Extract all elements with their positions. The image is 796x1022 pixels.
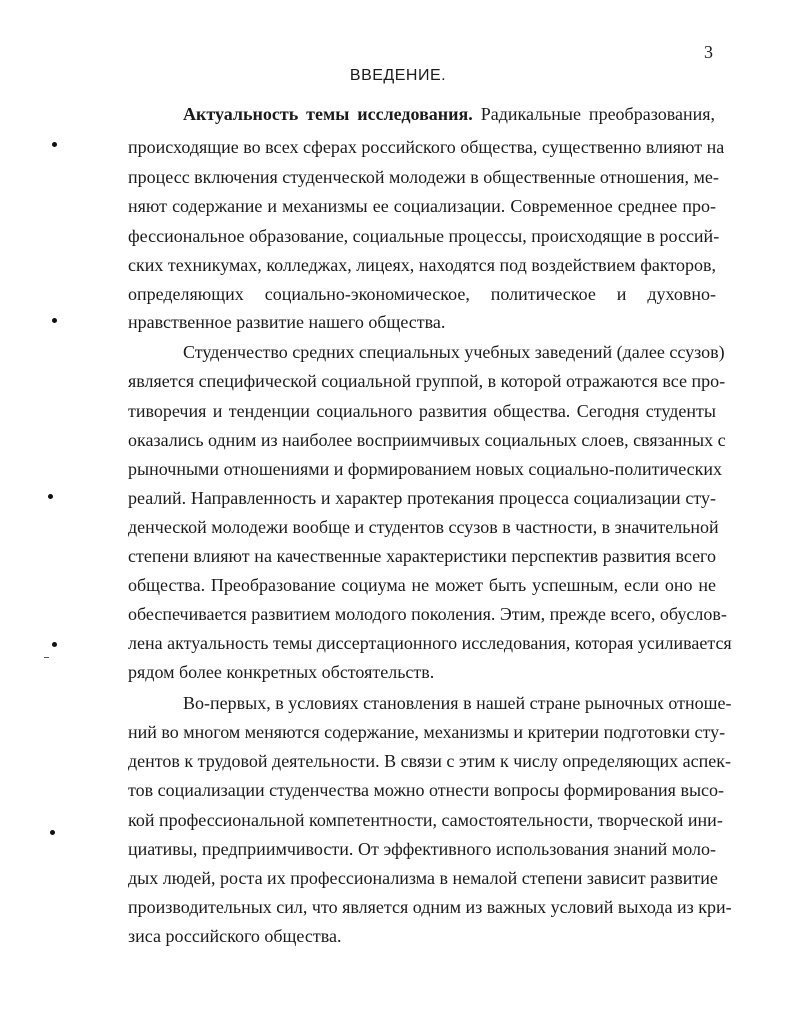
paragraph-1-line-4: няют содержание и механизмы ее социализации. Современное среднее про-: [128, 196, 716, 216]
paragraph-3-line-8: производительных сил, что является одним из важных условий выхода из кри-: [128, 897, 732, 917]
paragraph-2-line-8: степени влияют на качественные характеристики перспектив развития всего: [128, 546, 716, 566]
binding-hole-mark: [52, 642, 57, 647]
paragraph-2-line-12: рядом более конкретных обстоятельств.: [128, 662, 435, 682]
paragraph-3-line-3: дентов к трудовой деятельности. В связи с этим к числу определяющих аспек-: [128, 751, 731, 771]
paragraph-3-line-7: дых людей, роста их профессионализма в немалой степени зависит развитие: [128, 868, 718, 888]
paragraph-3-line-5: кой профессиональной компетентности, самостоятельности, творческой ини-: [128, 810, 723, 830]
paragraph-1-line-5: фессиональное образование, социальные процессы, происходящие в россий-: [128, 226, 720, 246]
paragraph-2-line-11: лена актуальность темы диссертационного исследования, которая усиливается: [128, 633, 732, 653]
paragraph-3-line-1: Во-первых, в условиях становления в нашей стране рыночных отноше-: [183, 693, 732, 713]
paragraph-3-line-2: ний во многом меняются содержание, механизмы и критерии подготовки сту-: [128, 722, 726, 742]
paragraph-1-line-7: определяющих социально-экономическое, политическое и духовно-: [128, 284, 716, 304]
paragraph-2-line-2: является специфической социальной группой, в которой отражаются все про-: [128, 371, 726, 391]
paragraph-3-line-6: циативы, предприимчивости. От эффективного использования знаний моло-: [128, 839, 716, 859]
paragraph-2-line-9: общества. Преобразование социума не может быть успешным, если оно не: [128, 575, 716, 595]
paragraph-2-line-1: Студенчество средних специальных учебных заведений (далее ссузов): [183, 342, 725, 362]
line-text: Радикальные преобразования,: [472, 104, 716, 124]
binding-hole-mark: [48, 494, 53, 499]
paragraph-1-line-2: происходящие во всех сферах российского общества, существенно влияют на: [128, 137, 725, 157]
paragraph-2-line-7: денческой молодежи вообще и студентов ссузов в частности, в значительной: [128, 517, 719, 537]
paragraph-2-line-5: рыночными отношениями и формированием новых социально-политических: [128, 459, 722, 479]
binding-hole-mark: [52, 142, 57, 147]
scan-mark: [44, 657, 49, 658]
page-number: 3: [704, 42, 713, 62]
paragraph-1-line-6: ских техникумах, колледжах, лицеях, находятся под воздействием факторов,: [128, 255, 716, 275]
paragraph-3-line-4: тов социализации студенчества можно отнести вопросы формирования высо-: [128, 780, 725, 800]
binding-hole-mark: [52, 318, 57, 323]
section-heading: ВВЕДЕНИЕ.: [349, 67, 447, 84]
paragraph-2-line-6: реалий. Направленность и характер протекания процесса социализации сту-: [128, 488, 716, 508]
paragraph-2-line-4: оказались одним из наиболее восприимчивых социальных слоев, связанных с: [128, 430, 726, 450]
paragraph-2-line-3: тиворечия и тенденции социального развития общества. Сегодня студенты: [128, 401, 716, 421]
paragraph-1-line-3: процесс включения студенческой молодежи в общественные отношения, ме-: [128, 167, 719, 187]
paragraph-1-line-8: нравственное развитие нашего общества.: [128, 312, 446, 332]
paragraph-1-line-1: [183, 103, 715, 125]
topic-relevance-lead: Актуальность темы исследования.: [183, 104, 473, 124]
binding-hole-mark: [50, 830, 55, 835]
paragraph-2-line-10: обеспечивается развитием молодого поколения. Этим, прежде всего, обуслов-: [128, 604, 727, 624]
paragraph-3-line-9: зиса российского общества.: [128, 926, 342, 946]
